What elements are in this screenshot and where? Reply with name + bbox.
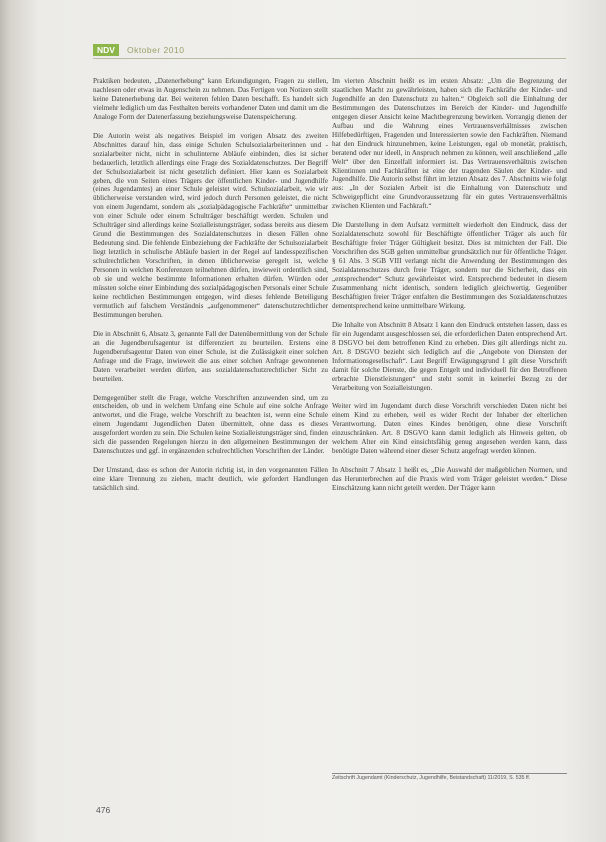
page-number: 476: [96, 805, 111, 815]
paragraph: In Abschnitt 7 Absatz 1 heißt es, „Die Auswahl der maßgeblichen Normen, und das Herunterbrechen auf die Praxis wird vom Träger geleistet werden.“ Diese Einschätzung kann nicht geteilt werden. Der Träger kann: [332, 466, 567, 493]
left-column: [93, 77, 328, 503]
journal-badge: NDV: [93, 44, 119, 56]
right-column: [332, 77, 567, 503]
paragraph: Weiter wird im Jugendamt durch diese Vorschrift verschieden Daten nicht bei einem Kind zu erheben, weil es wider Recht der Inhaber der elterlichen Verantwortung. Daten eines Kindes benötigen, ohne diese Vorschrift einzuschränken. Art. 8 DSGVO kann damit lediglich als Hinweis gelten, ob welchem Alter ein Kind einsichtsfähig genug angesehen werden kann, dass benötigte Daten während einer dieser Schutz angefragt werden können.: [332, 402, 567, 456]
footnote: Zeitschrift Jugendamt (Kinderschutz, Jugendhilfe, Beistandschaft) 11/2019, S. 535 ff.: [332, 775, 531, 781]
paragraph: Der Umstand, dass es schon der Autorin richtig ist, in den vorgenannten Fällen eine klare Trennung zu ziehen, macht deutlich, wie gefordert Handlungen tatsächlich sind.: [93, 466, 328, 493]
paragraph: Die Inhalte von Abschnitt 8 Absatz 1 kann den Eindruck entstehen lassen, dass es für ein Jugendamt ausgeschlossen sei, die erforderlichen Daten entsprechend Art. 8 DSGVO bei dem betroffenen Kind zu erheben. Dies gilt allerdings nicht zu. Art. 8 DSGVO bezieht sich lediglich auf die „Angebote von Diensten der Informationsgesellschaft“. Laut Begriff Erwägungsgrund 1 gilt diese Vorschrift damit für solche Dienste, die gegen Entgelt und individuell für den Betroffenen erbrachte Dienstleistungen“ und steht somit in keinerlei Bezug zu der Verarbeitung von Sozialleistungen.: [332, 320, 567, 392]
paragraph: Im vierten Abschnitt heißt es im ersten Absatz: „Um die Begrenzung der staatlichen Macht zu gewährleisten, haben sich die Fachkräfte der Kinder- und Jugendhilfe an den Datenschutz zu halten.“ Obgleich soll die Einhaltung der Bestimmungen des Datenschutzes im Bereich der Kinder- und Jugendhilfe entgegen dieser Ansicht keine Machtbegrenzung bewirken. Vorrangig dienen der Aufbau und die Wahrung eines Vertrauensverhältnisses zwischen Hilfebedürftigen, Fragenden und Interessierten sowie den Fachkräften. Niemand hat den Eindruck hinzunehmen, keine Leistungen, egal ob monetär, praktisch, beratend oder nur ideell, in Anspruch nehmen zu können, weil anschließend „alle Welt“ über den Einzelfall informiert ist. Das Vertrauensverhältnis zwischen Klientinnen und Fachkräften ist eine der tragenden Säulen der Kinder- und Jugendhilfe. Die Autorin selbst führt im letzten Absatz des 7. Abschnitts wie folgt aus: „In der Sozialen Arbeit ist die Einhaltung von Datenschutz und Schweigepflicht eine Grundvoraussetzung für ein gutes Vertrauensverhältnis zwischen Klienten und Fachkraft.“: [332, 77, 567, 211]
paragraph: Die in Abschnitt 6, Absatz 3, genannte Fall der Datenübermittlung von der Schule an die Jugendberufsagentur ist differenziert zu beurteilen. Erstens eine Jugendberufsagentur Daten von einer Schule, ist die Zulässigkeit einer solchen Anfrage und die Frage, inwieweit die aus einer solchen Anfrage gewonnenen Daten verarbeitet werden dürfen, aus sozialdatenschutzrechtlicher Sicht zu beurteilen.: [93, 329, 328, 383]
paragraph: Die Autorin weist als negatives Beispiel im vorigen Absatz des zweiten Abschnittes darauf hin, dass einige Schulen Schulsozialarbeiterinnen und -sozialarbeiter nicht, nicht in schulinterne Abläufe einbinden, dies ist sicher bedauerlich, letztlich allerdings eine Frage des Sozialdatenschutzes. Der Begriff der Schulsozialarbeit ist nicht gesetzlich definiert. Hier kann es Sozialarbeit geben, die von Seiten eines Trägers der öffentlichen Kinder- und Jugendhilfe (eines Jugendamtes) an einer Schule geleistet wird. Schulsozialarbeit, wie wir üblicherweise verstanden wird, wird jedoch durch Personen geleistet, die nicht von einem Jugendamt, sondern als „sozialpädagogische Fachkräfte“ unmittelbar von einer Schule oder einem Schulträger beschäftigt werden. Schulen und Schulträger sind allerdings keine Sozialleistungsträger, sodass bereits aus diesem Grund die Bestimmungen des Sozialdatenschutzes in diesen Fällen ohne Bedeutung sind. Die fehlende Einbeziehung der Fachkräfte der Schulsozialarbeit liegt letztlich in schulische Abläufe basiert in der Regel auf landesspezifischen schulrechtlichen Vorschriften, in denen üblicherweise geregelt ist, welche Personen in welchen Konferenzen teilnehmen dürfen, inwieweit ordentlich sind, ob sie und welche bestimmte Informationen erhalten dürfen. Würden oder müssten solche einer Einbindung des sozialpädagogischen Personals einer Schule keine rechtlichen Bestimmungen entgegen, wird dieses fehlende Beteiligung vermutlich auf falschem Verständnis „aufgenommener“ datenschutzrechtlicher Bestimmungen beruhen.: [93, 131, 328, 319]
page-header: [93, 44, 184, 56]
paragraph: Die Darstellung in dem Aufsatz vermittelt wiederholt den Eindruck, dass der Sozialdatenschutz sowohl für Beschäftigte öffentlicher Träger als auch für Beschäftigte freier Träger Gültigkeit besitzt. Dies ist mitnichten der Fall. Die Vorschriften des SGB gelten unmittelbar grundsätzlich nur für öffentliche Träger. § 61 Abs. 3 SGB VIII verlangt nicht die Anwendung der Bestimmungen des Sozialdatenschutzes durch freie Träger, sondern nur die Sicherheit, dass ein „entsprechender“ Schutz gewährleistet wird. Entsprechend bedeutet in diesem Zusammenhang nicht identisch, sondern lediglich gleichwertig. Gegenüber Beschäftigten freier Träger entfalten die Bestimmungen des Sozialdatenschutzes dementsprechend keine unmittelbare Wirkung.: [332, 221, 567, 310]
issue-date: Oktober 2010: [126, 45, 185, 55]
header-rule: [93, 58, 566, 59]
footnote-rule: [332, 773, 567, 774]
paragraph: Demgegenüber stellt die Frage, welche Vorschriften anzuwenden sind, um zu entscheiden, ob und in welchem Umfang eine Schule auf eine solche Anfrage antwortet, und die Frage, welche Vorschrift zu beachten ist, wenn eine Schule einem Jugendamt Jugendlichen Daten übermittelt, ohne dass es dieses ausgefordert worden zu sein. Die Schulen keine Sozialleistungsträger sind, finden sich die passenden Regelungen hierzu in den allgemeinen Bestimmungen der Datenschutzes und ggf. in ergänzenden schulrechtlichen Vorschriften der Länder.: [93, 393, 328, 456]
paragraph: Praktiken bedeuten, „Datenerhebung“ kann Erkundigungen, Fragen zu stellen, nachlesen oder etwas in Augenschein zu nehmen. Das Fertigen von Notizen stellt keine Datenerhebung dar. Bei weiteren fehlen Daten beschafft. Es handelt sich vielmehr lediglich um das Festhalten bereits vorhandener Daten und damit um die Analoge Form der Datenerfassung beziehungsweise Datenspeicherung.: [93, 77, 328, 121]
